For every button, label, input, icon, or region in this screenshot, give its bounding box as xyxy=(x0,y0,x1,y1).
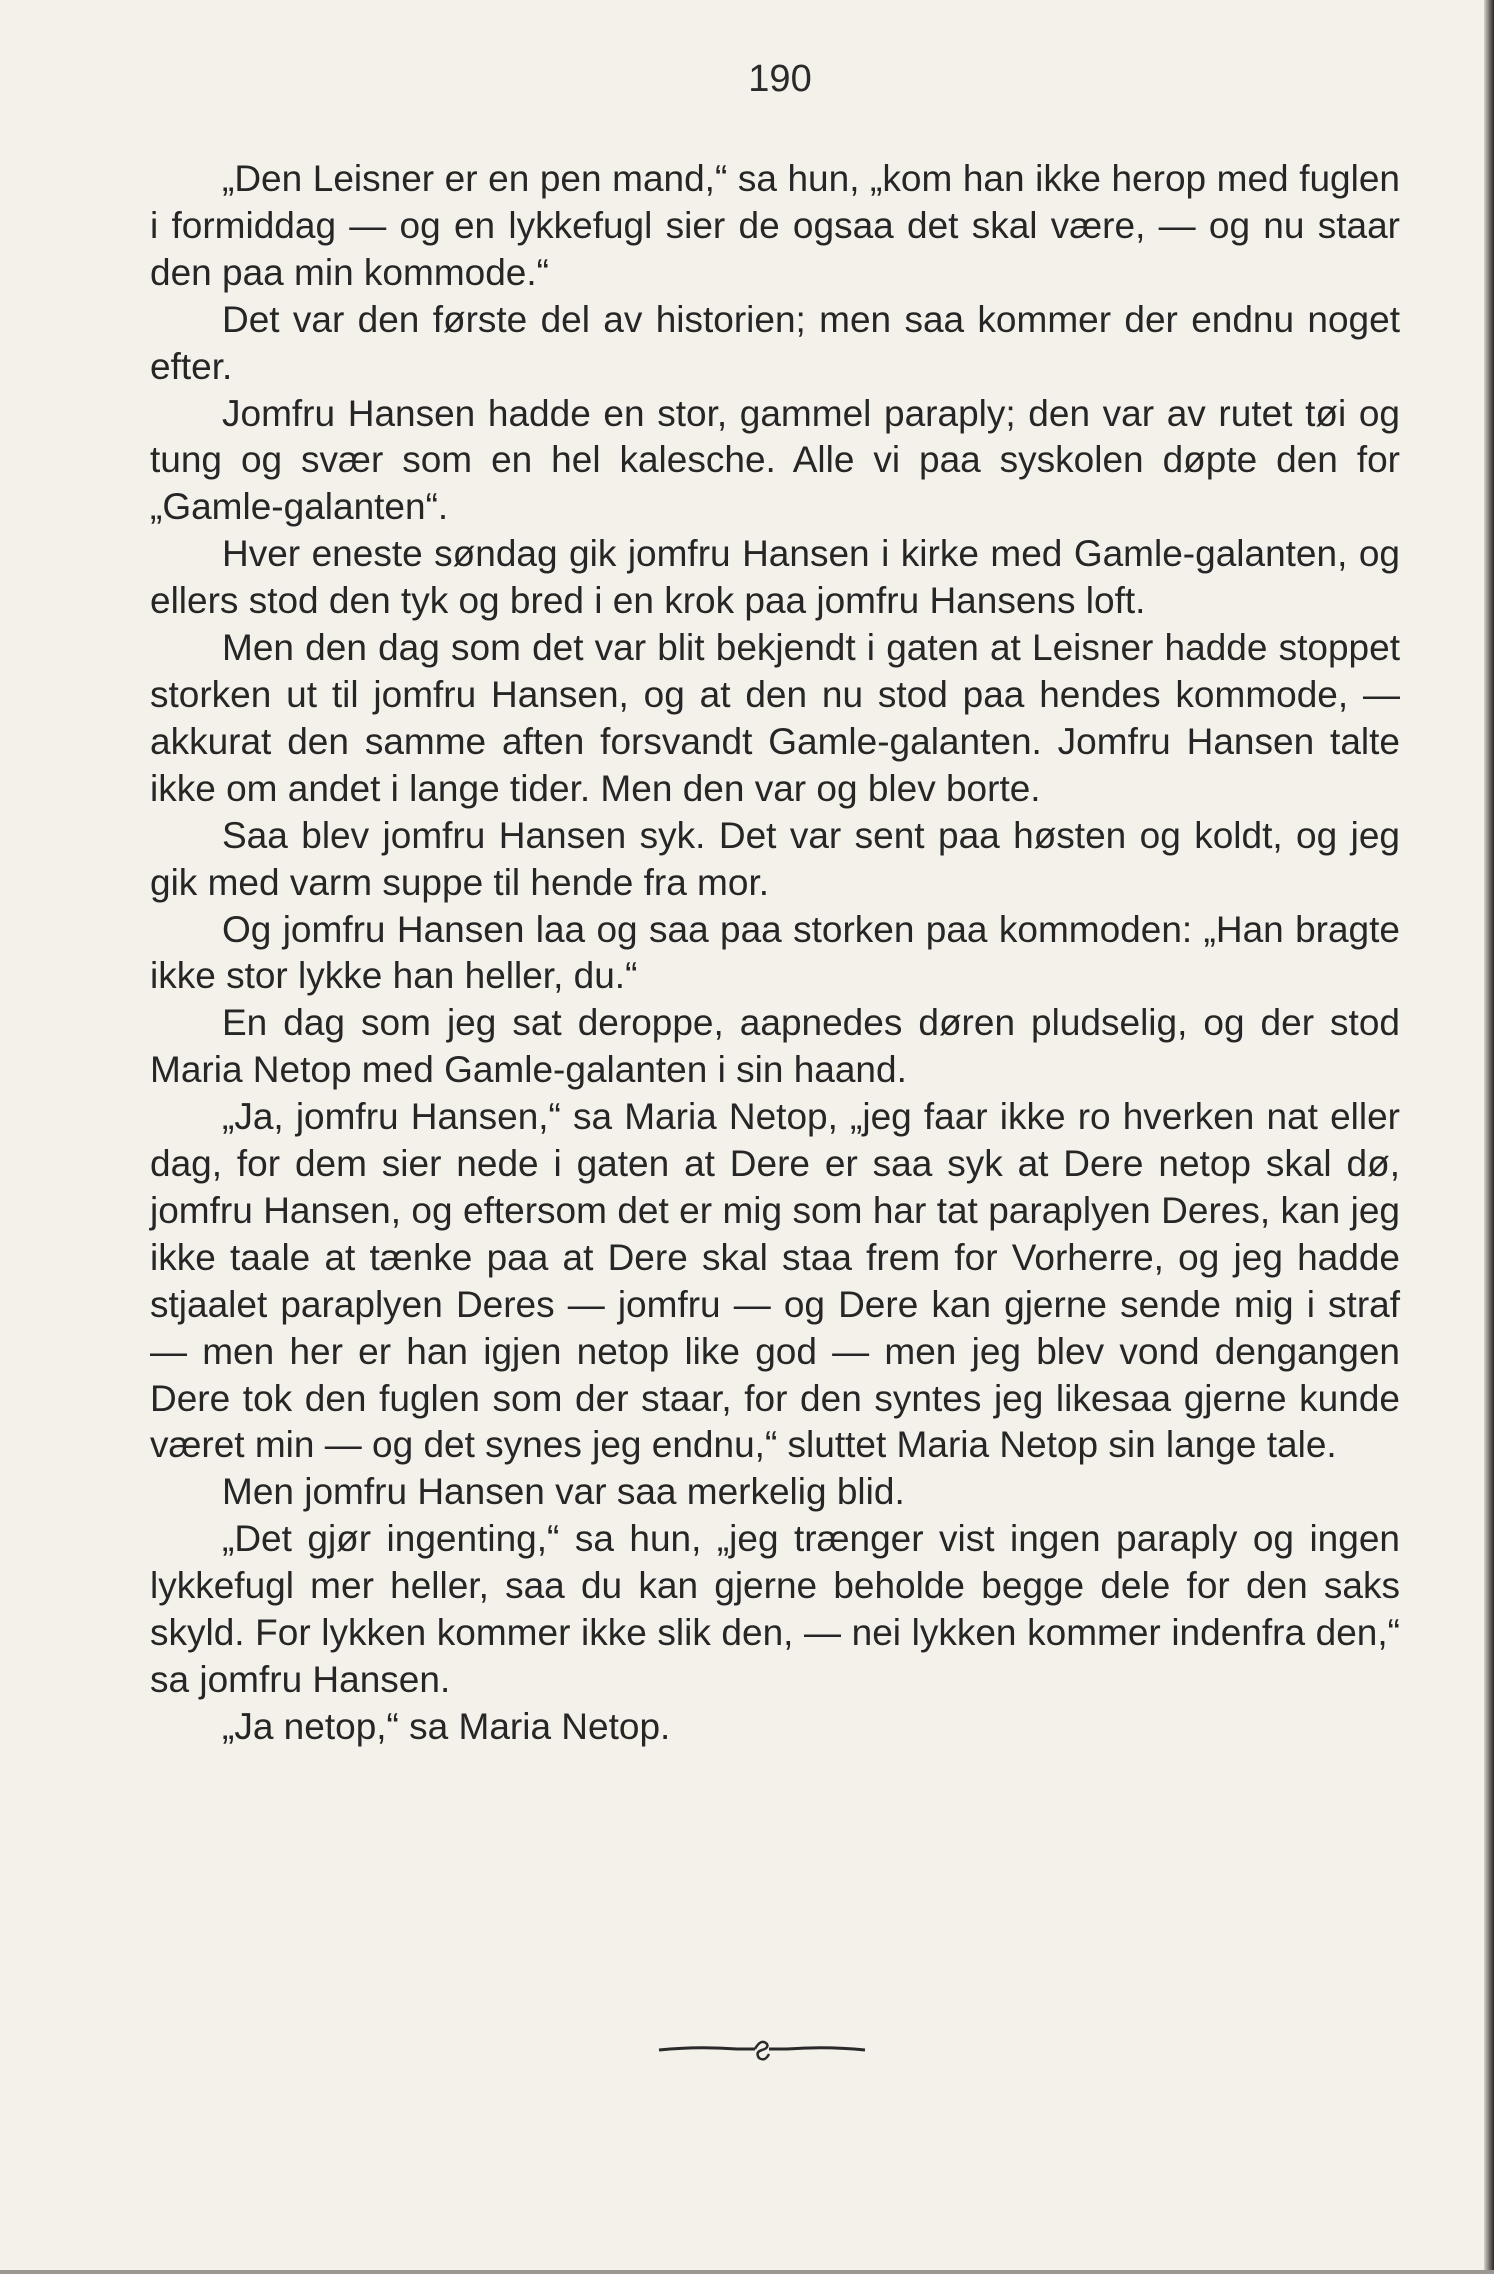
paragraph: „Ja, jomfru Hansen,“ sa Maria Netop, „jeg faar ikke ro hverken nat eller dag, for dem sier nede i gaten at Dere er saa syk at Dere netop skal dø, jomfru Hansen, og eftersom det er mig som har tat paraplyen Deres, kan jeg ikke taale at tænke paa at Dere skal staa frem for Vorherre, og jeg hadde stjaalet paraplyen Deres — jomfru — og Dere kan gjerne sende mig i straf — men her er han igjen netop like god — men jeg blev vond dengangen Dere tok den fuglen som der staar, for den syntes jeg likesaa gjerne kunde været min — og det synes jeg endnu,“ sluttet Maria Netop sin lange tale. xyxy=(150,1096,1400,1466)
page-edge-shadow xyxy=(1484,0,1494,2274)
paragraph: Det var den første del av historien; men saa kommer der endnu noget efter. xyxy=(150,298,1400,387)
page-bottom-edge xyxy=(0,2270,1494,2274)
paragraph: En dag som jeg sat deroppe, aapnedes døren pludselig, og der stod Maria Netop med Gamle-galanten i sin haand. xyxy=(150,1002,1400,1091)
paragraph: Saa blev jomfru Hansen syk. Det var sent paa høsten og koldt, og jeg gik med varm suppe til hende fra mor. xyxy=(150,814,1400,903)
paragraph: Og jomfru Hansen laa og saa paa storken paa kommoden: „Han bragte ikke stor lykke han heller, du.“ xyxy=(150,908,1400,997)
body-text xyxy=(150,156,1400,1751)
section-end-flourish-icon xyxy=(657,2034,867,2064)
paragraph: Men den dag som det var blit bekjendt i gaten at Leisner hadde stoppet storken ut til jomfru Hansen, og at den nu stod paa hendes kommode, — akkurat den samme aften forsvandt Gamle-galanten. Jomfru Hansen talte ikke om andet i lange tider. Men den var og blev borte. xyxy=(150,627,1400,809)
page-number: 190 xyxy=(748,58,812,100)
paragraph: „Ja netop,“ sa Maria Netop. xyxy=(222,1705,671,1747)
paragraph: Jomfru Hansen hadde en stor, gammel paraply; den var av rutet tøi og tung og svær som en hel kalesche. Alle vi paa syskolen døpte den for „Gamle-galanten“. xyxy=(150,392,1400,528)
paragraph: Hver eneste søndag gik jomfru Hansen i kirke med Gamle-galanten, og ellers stod den tyk og bred i en krok paa jomfru Hansens loft. xyxy=(150,533,1400,622)
paragraph: „Det gjør ingenting,“ sa hun, „jeg trænger vist ingen paraply og ingen lykkefugl mer heller, saa du kan gjerne beholde begge dele for den saks skyld. For lykken kommer ikke slik den, — nei lykken kommer indenfra den,“ sa jomfru Hansen. xyxy=(150,1518,1400,1700)
paragraph: Men jomfru Hansen var saa merkelig blid. xyxy=(222,1471,905,1513)
paragraph: „Den Leisner er en pen mand,“ sa hun, „kom han ikke herop med fuglen i formiddag — og en lykkefugl sier de ogsaa det skal være, — og nu staar den paa min kommode.“ xyxy=(150,158,1400,293)
